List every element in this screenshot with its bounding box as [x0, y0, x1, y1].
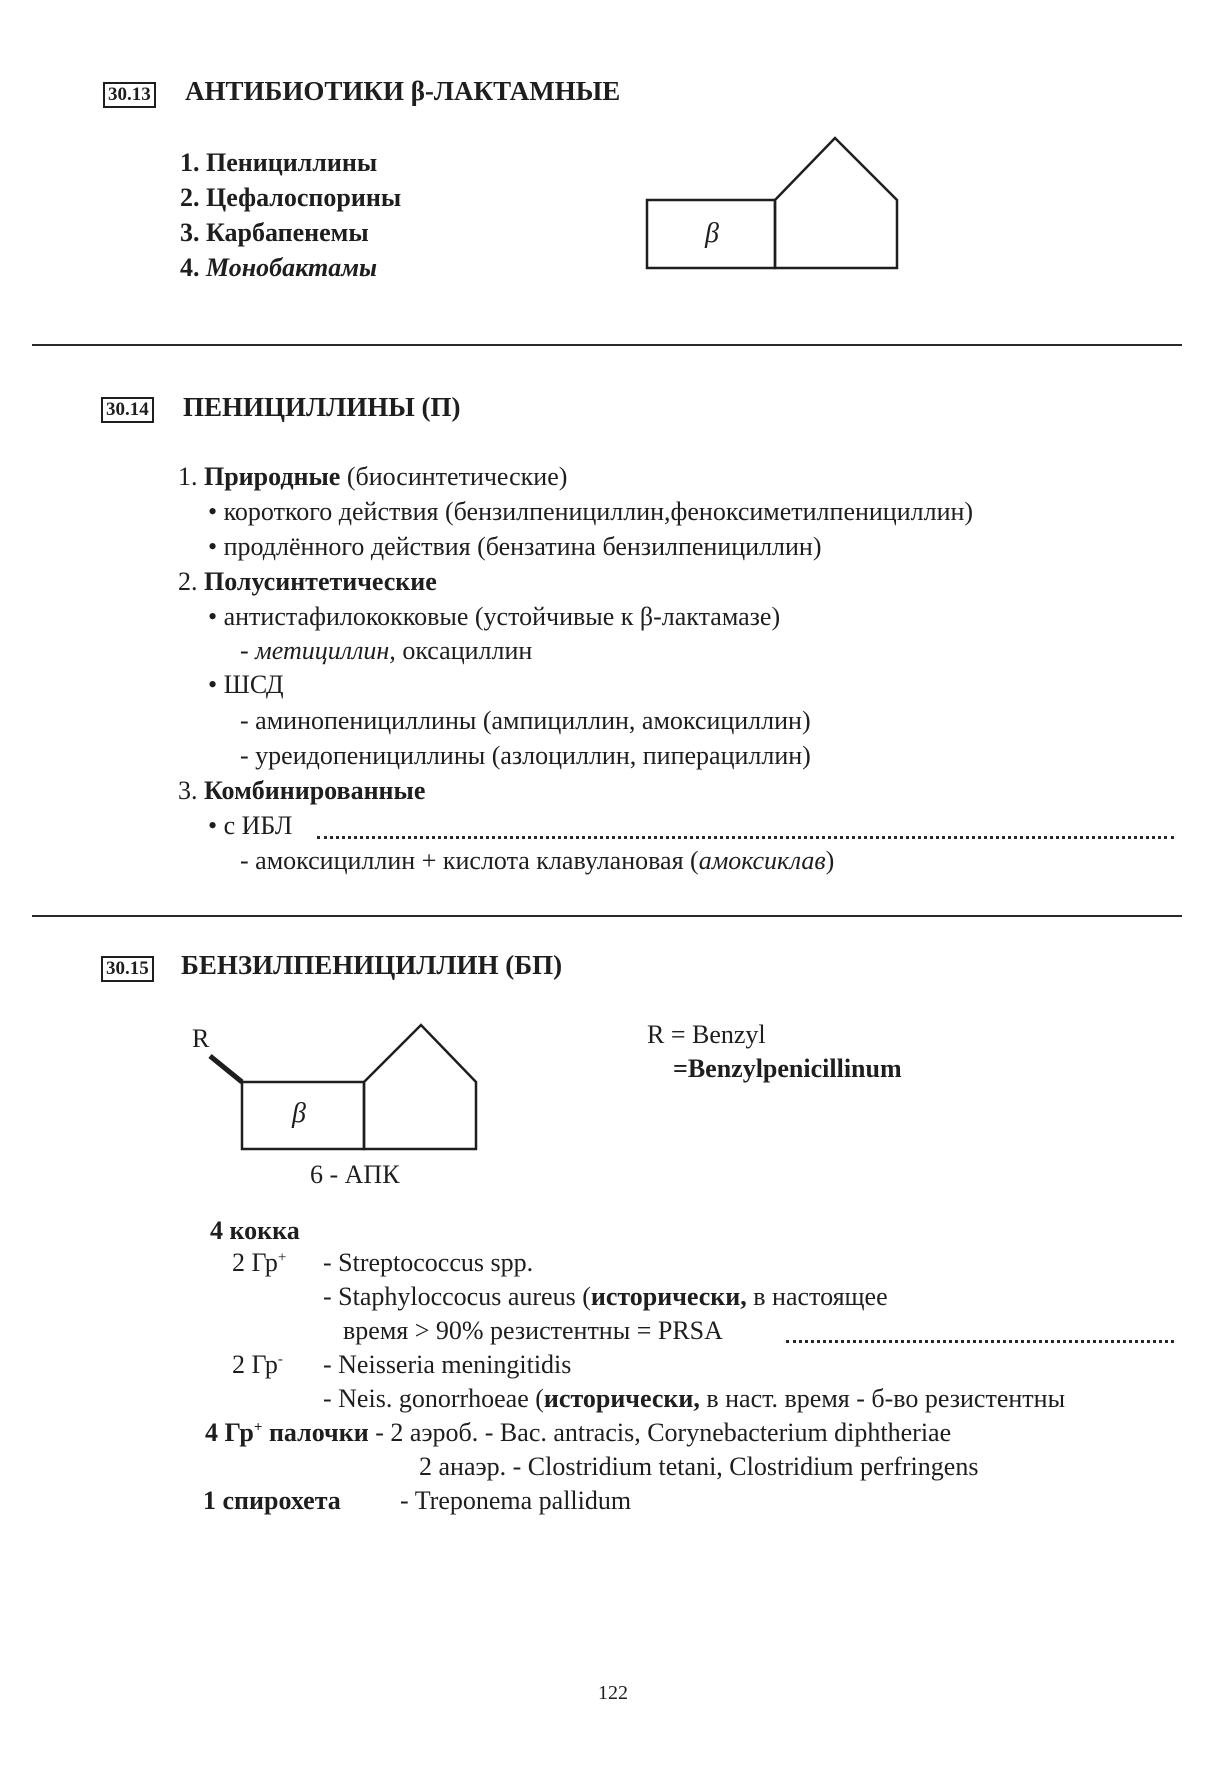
section-number: 30.14	[101, 397, 154, 423]
page-number: 122	[598, 1682, 628, 1704]
list-item: • антистафилококковые (устойчивые к β-лактамазе)	[208, 602, 781, 631]
dotted-leader	[317, 836, 1174, 839]
list-item: • ШСД	[208, 670, 284, 699]
list-item: • короткого действия (бензилпенициллин,феноксиметилпенициллин)	[208, 497, 974, 526]
list-item: - амоксициллин + кислота клавулановая (амоксиклав)	[240, 846, 835, 875]
drug-name: =Benzylpenicillinum	[673, 1054, 902, 1083]
gram-label: 2 Гр+	[232, 1248, 287, 1277]
penicillin-core-diagram	[200, 1020, 485, 1160]
list-item: 1. Пенициллины	[180, 148, 378, 177]
section-divider	[32, 915, 1182, 917]
gram-label: 2 Гр-	[232, 1350, 283, 1379]
organism: - Neisseria meningitidis	[323, 1350, 572, 1379]
r-group-label: R	[192, 1024, 210, 1053]
section-divider	[32, 344, 1182, 346]
list-item: - метициллин, оксациллин	[240, 636, 533, 665]
organism: - Neis. gonorrhoeae (исторически, в наст. время - б-во резистентны	[323, 1384, 1066, 1413]
section-number: 30.13	[103, 82, 156, 108]
section-title: ПЕНИЦИЛЛИНЫ (П)	[183, 392, 461, 422]
list-item: 2. Цефалоспорины	[180, 183, 402, 212]
list-item: 3. Комбинированные	[178, 776, 426, 805]
organism: 2 анаэр. - Clostridium tetani, Clostridium perfringens	[419, 1452, 979, 1481]
list-item: • с ИБЛ	[208, 811, 293, 840]
list-item: - аминопенициллины (ампициллин, амоксициллин)	[240, 706, 811, 735]
rods-row: 4 Гр+ палочки - 2 аэроб. - Bac. antracis, Corynebacterium diphtheriae	[205, 1418, 952, 1447]
list-item: 3. Карбапенемы	[180, 218, 369, 247]
list-item: - уреидопенициллины (азлоциллин, пиперациллин)	[240, 741, 811, 770]
organism: - Staphyloccocus aureus (исторически, в настоящее	[323, 1282, 888, 1311]
section-number: 30.15	[101, 956, 154, 982]
group-title: 1 спирохета	[203, 1486, 341, 1515]
list-item: • продлённого действия (бензатина бензилпенициллин)	[208, 532, 822, 561]
group-title: 4 кокка	[210, 1216, 300, 1245]
organism-note: время > 90% резистентны = PRSA	[343, 1316, 723, 1345]
organism: - Streptococcus spp.	[323, 1248, 534, 1277]
list-item: 1. Природные (биосинтетические)	[178, 462, 568, 491]
section-title: БЕНЗИЛПЕНИЦИЛЛИН (БП)	[181, 950, 563, 980]
r-definition: R = Benzyl	[647, 1020, 766, 1049]
section-title: АНТИБИОТИКИ β-ЛАКТАМНЫЕ	[185, 76, 621, 106]
organism: - Treponema pallidum	[400, 1486, 632, 1515]
beta-lactam-diagram	[645, 135, 905, 275]
list-item: 4. Монобактамы	[180, 253, 378, 282]
dotted-leader	[786, 1340, 1174, 1343]
list-item: 2. Полусинтетические	[178, 567, 437, 596]
core-label: 6 - АПК	[310, 1160, 400, 1189]
beta-label: β	[292, 1098, 306, 1129]
beta-label: β	[705, 218, 719, 249]
